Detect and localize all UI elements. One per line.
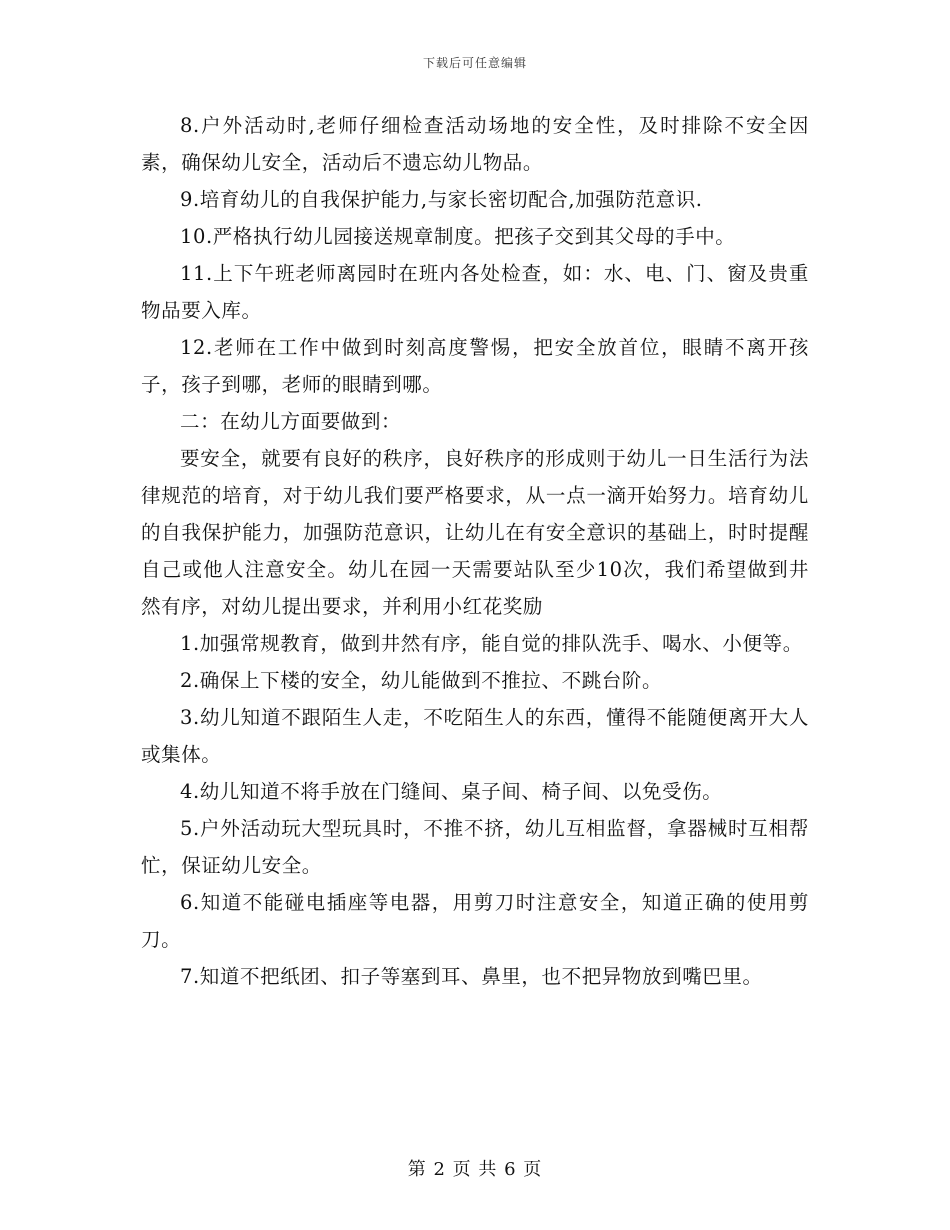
paragraph-item-4: 4.幼儿知道不将手放在门缝间、桌子间、椅子间、以免受伤。 bbox=[180, 780, 723, 803]
paragraph-item-5: 5.户外活动玩大型玩具时，不推不挤，幼儿互相监督，拿器械时互相帮忙，保证幼儿安全。 bbox=[141, 817, 809, 877]
paragraph-item-11: 11.上下午班老师离园时在班内各处检查，如：水、电、门、窗及贵重物品要入库。 bbox=[141, 262, 809, 322]
document-body bbox=[141, 107, 809, 995]
paragraph-item-9: 9.培育幼儿的自我保护能力,与家长密切配合,加强防范意识. bbox=[180, 188, 703, 211]
page-header: 下载后可任意编辑 bbox=[422, 56, 527, 70]
paragraph-item-10: 10.严格执行幼儿园接送规章制度。把孩子交到其父母的手中。 bbox=[180, 225, 736, 248]
section-heading: 二：在幼儿方面要做到： bbox=[180, 410, 402, 433]
paragraph-item-1: 1.加强常规教育，做到井然有序，能自觉的排队洗手、喝水、小便等。 bbox=[180, 632, 803, 655]
paragraph-item-7: 7.知道不把纸团、扣子等塞到耳、鼻里，也不把异物放到嘴巴里。 bbox=[180, 965, 763, 988]
section-intro-paragraph: 要安全，就要有良好的秩序，良好秩序的形成则于幼儿一日生活行为法律规范的培育，对于幼儿我们要严格要求，从一点一滴开始努力。培育幼儿的自我保护能力，加强防范意识，让幼儿在有安全意识的基础上，时时提醒自己或他人注意安全。幼儿在园一天需要站队至少10次，我们希望做到井然有序，对幼儿提出要求，并利用小红花奖励 bbox=[141, 447, 809, 618]
paragraph-item-12: 12.老师在工作中做到时刻高度警惕，把安全放首位，眼睛不离开孩子，孩子到哪，老师的眼睛到哪。 bbox=[141, 336, 809, 396]
page-number-footer: 第 2 页 共 6 页 bbox=[407, 1159, 543, 1180]
paragraph-item-6: 6.知道不能碰电插座等电器，用剪刀时注意安全，知道正确的使用剪刀。 bbox=[141, 891, 809, 951]
paragraph-item-2: 2.确保上下楼的安全，幼儿能做到不推拉、不跳台阶。 bbox=[180, 669, 663, 692]
paragraph-item-8: 8.户外活动时,老师仔细检查活动场地的安全性，及时排除不安全因素，确保幼儿安全，活动后不遗忘幼儿物品。 bbox=[141, 114, 809, 174]
paragraph-item-3: 3.幼儿知道不跟陌生人走，不吃陌生人的东西，懂得不能随便离开大人或集体。 bbox=[141, 706, 809, 766]
